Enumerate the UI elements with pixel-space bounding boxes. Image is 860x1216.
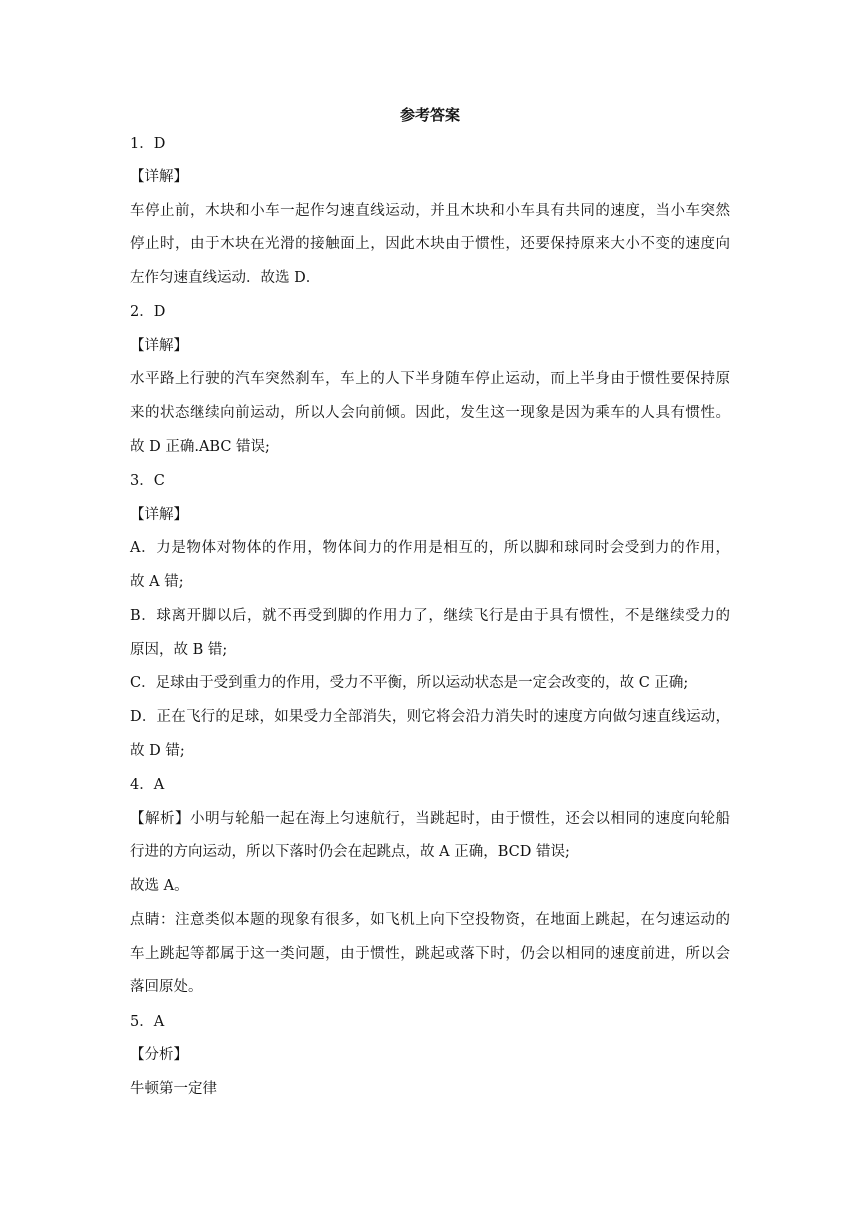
answer-1-number: 1．D: [130, 136, 166, 152]
answer-3-heading: 【详解】: [130, 507, 188, 523]
answer-4-note: 车上跳起等都属于这一类问题，由于惯性，跳起或落下时，仍会以相同的速度前进，所以会: [130, 946, 730, 962]
page-title: 参考答案: [399, 106, 460, 124]
answer-4-number: 4．A: [130, 777, 165, 793]
answer-5-heading: 【分析】: [130, 1047, 188, 1063]
answer-1-text: 停止时，由于木块在光滑的接触面上，因此木块由于惯性，还要保持原来大小不变的速度向: [130, 236, 730, 252]
answer-3-text: A．力是物体对物体的作用，物体间力的作用是相互的，所以脚和球同时会受到力的作用，: [130, 540, 730, 556]
answer-5-number: 5．A: [130, 1014, 165, 1030]
answer-4-note: 点睛：注意类似本题的现象有很多，如飞机上向下空投物资，在地面上跳起，在匀速运动的: [130, 912, 730, 928]
answer-3-text: C．足球由于受到重力的作用，受力不平衡，所以运动状态是一定会改变的，故 C 正确;: [130, 675, 689, 691]
answer-2-text: 水平路上行驶的汽车突然刹车，车上的人下半身随车停止运动，而上半身由于惯性要保持原: [130, 371, 730, 387]
answer-4-text: 故选 A。: [130, 878, 189, 894]
answer-1-heading: 【详解】: [130, 169, 188, 185]
answer-1-text: 左作匀速直线运动．故选 D．: [130, 270, 321, 286]
answer-4-text: 【解析】小明与轮船一起在海上匀速航行，当跳起时，由于惯性，还会以相同的速度向轮船: [130, 811, 730, 827]
answer-2-number: 2．D: [130, 304, 166, 320]
answer-2-heading: 【详解】: [130, 338, 188, 354]
answer-1-text: 车停止前，木块和小车一起作匀速直线运动，并且木块和小车具有共同的速度，当小车突然: [130, 203, 730, 219]
answer-5-text: 牛顿第一定律: [130, 1081, 217, 1097]
answer-3-text: 故 D 错;: [130, 743, 185, 759]
answer-3-number: 3．C: [130, 473, 165, 489]
answer-3-text: 原因，故 B 错;: [130, 642, 228, 658]
answer-2-text: 来的状态继续向前运动，所以人会向前倾。因此，发生这一现象是因为乘车的人具有惯性。: [130, 405, 730, 421]
answer-3-text: B．球离开脚以后，就不再受到脚的作用力了，继续飞行是由于具有惯性，不是继续受力的: [130, 608, 730, 624]
answer-3-text: 故 A 错;: [130, 574, 184, 590]
answer-3-text: D．正在飞行的足球，如果受力全部消失，则它将会沿力消失时的速度方向做匀速直线运动，: [130, 709, 730, 725]
answer-4-note: 落回原处。: [130, 979, 203, 995]
answer-4-text: 行进的方向运动，所以下落时仍会在起跳点，故 A 正确，BCD 错误;: [130, 844, 570, 860]
answer-2-text: 故 D 正确.ABC 错误;: [130, 439, 270, 455]
